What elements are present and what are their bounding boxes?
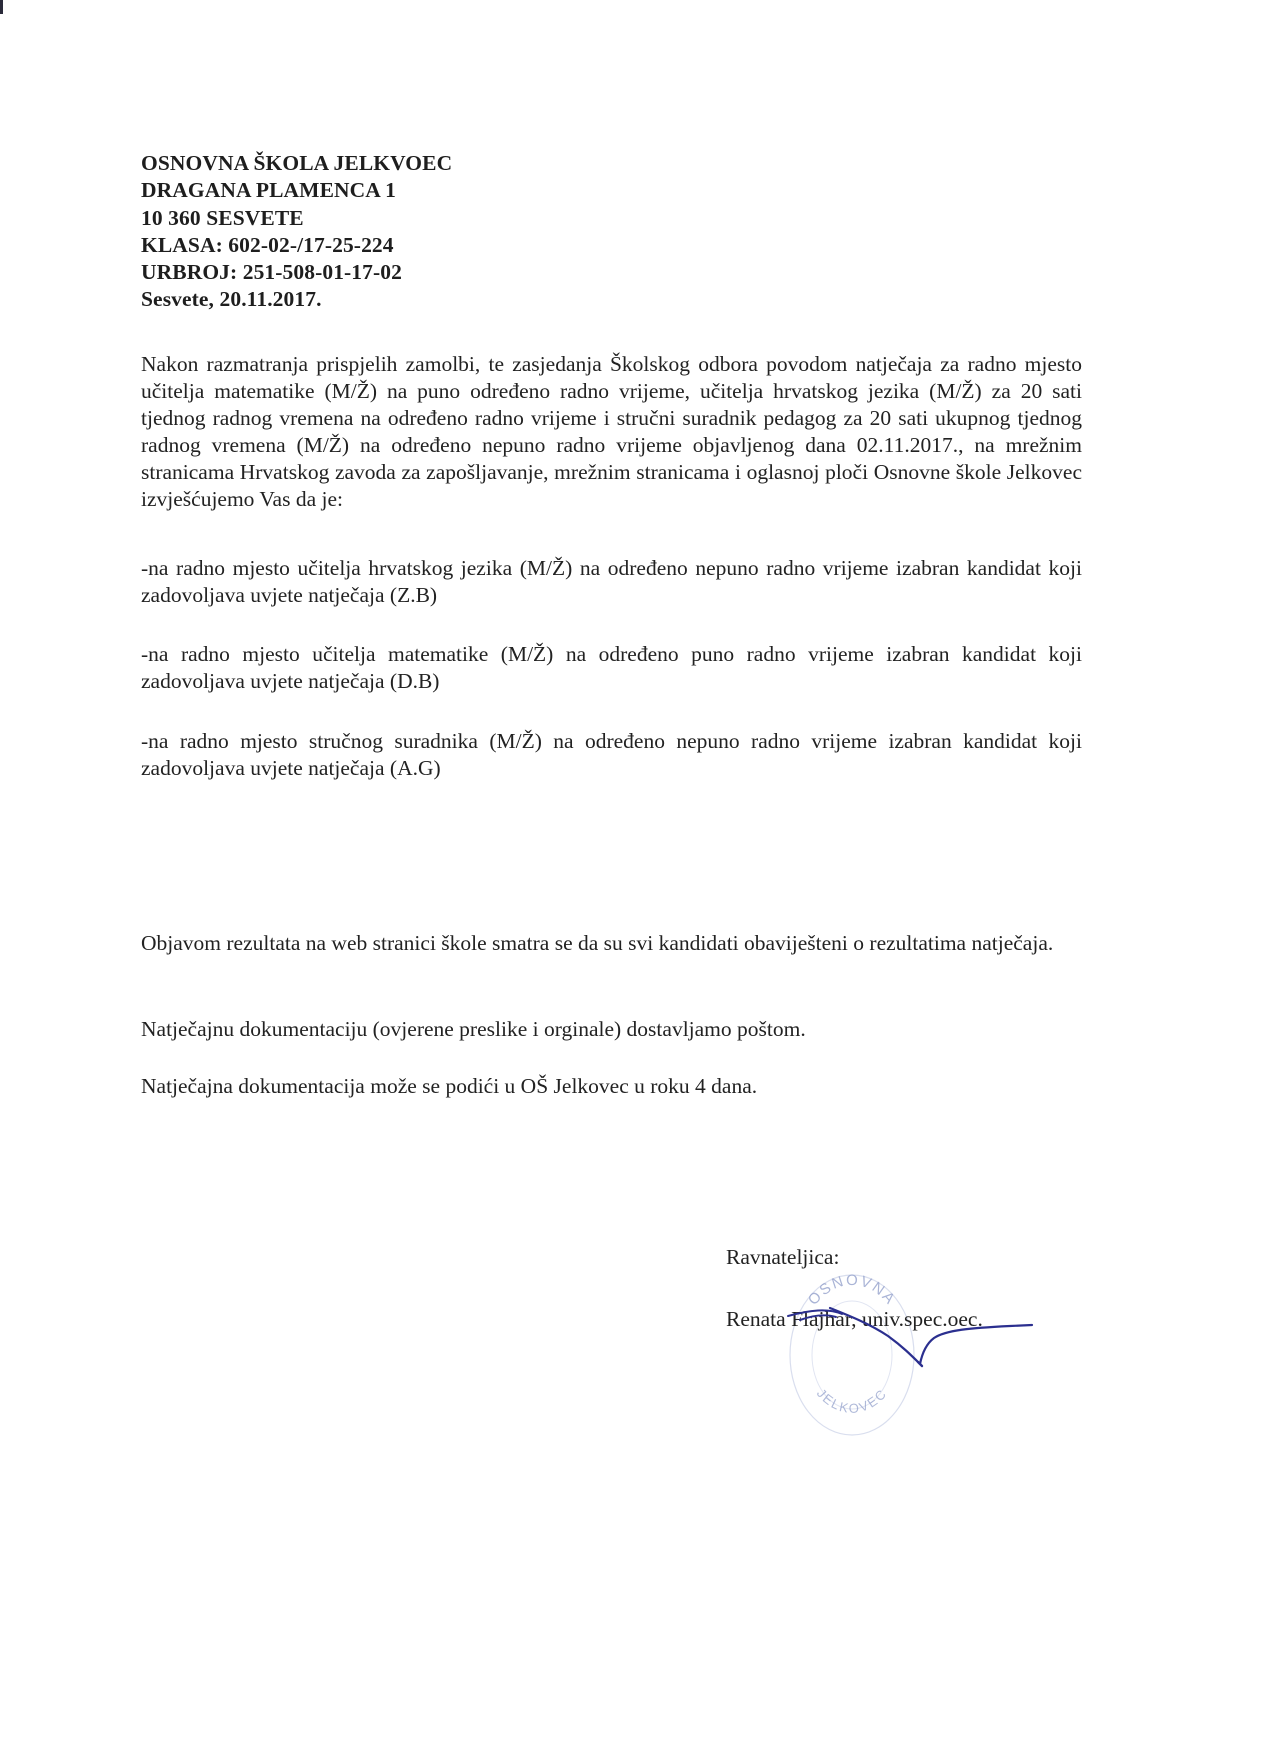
closing-paragraph-documents: Natječajnu dokumentaciju (ovjerene preslike i orginale) dostavljamo poštom. — [141, 1017, 806, 1041]
scan-edge-mark — [0, 0, 3, 14]
klasa-number: KLASA: 602-02-/17-25-224 — [141, 232, 394, 257]
signatory-name: Renata Flajhar, univ.spec.oec. — [726, 1307, 983, 1331]
letter-date: Sesvete, 20.11.2017. — [141, 287, 322, 312]
school-name: OSNOVNA ŠKOLA JELKVOEC — [141, 151, 453, 175]
selection-item-associate: -na radno mjesto stručnog suradnika (M/Ž) na određeno nepuno radno vrijeme izabran kandidat koji zadovoljava uvjete natječaja (A.G) — [141, 729, 1082, 780]
signatory-title: Ravnateljica: — [726, 1245, 840, 1269]
intro-paragraph: Nakon razmatranja prispjelih zamolbi, te zasjedanja Školskog odbora povodom natječaja za radno mjesto učitelja matematike (M/Ž) na puno određeno radno vrijeme, učitelja hrvatskog jezika (M/Ž) za 20 sati tjednog radnog vremena na određeno radno vrijeme i stručni suradnik pedagog za 20 sati ukupnog tjednog radnog vremena (M/Ž) na određeno nepuno radno vrijeme objavljenog dana 02.11.2017., na mrežnim stranicama Hrvatskog zavoda za zapošljavanje, mrežnim stranicama i oglasnoj ploči Osnovne škole Jelkovec izvješćujemo Vas da je: — [141, 352, 1082, 511]
urbroj-number: URBROJ: 251-508-01-17-02 — [141, 260, 402, 285]
handwritten-signature — [770, 1302, 1040, 1382]
stamp-text-bottom: JELKOVEC — [813, 1385, 891, 1417]
stamp-text-top: OSNOVNA — [804, 1272, 900, 1309]
school-street: DRAGANA PLAMENCA 1 — [141, 178, 397, 203]
letter-header — [141, 150, 452, 314]
selection-item-croatian-teacher: -na radno mjesto učitelja hrvatskog jezika (M/Ž) na određeno nepuno radno vrijeme izabran kandidat koji zadovoljava uvjete natječaja (Z.B) — [141, 556, 1082, 607]
selection-item-math-teacher: -na radno mjesto učitelja matematike (M/Ž) na određeno puno radno vrijeme izabran kandidat koji zadovoljava uvjete natječaja (D.B) — [141, 642, 1082, 693]
school-city: 10 360 SESVETE — [141, 205, 304, 230]
closing-paragraph-pickup: Natječajna dokumentacija može se podići u OŠ Jelkovec u roku 4 dana. — [141, 1074, 758, 1098]
closing-paragraph-results: Objavom rezultata na web stranici škole smatra se da su svi kandidati obaviješteni o rezultatima natječaja. — [141, 931, 1054, 955]
